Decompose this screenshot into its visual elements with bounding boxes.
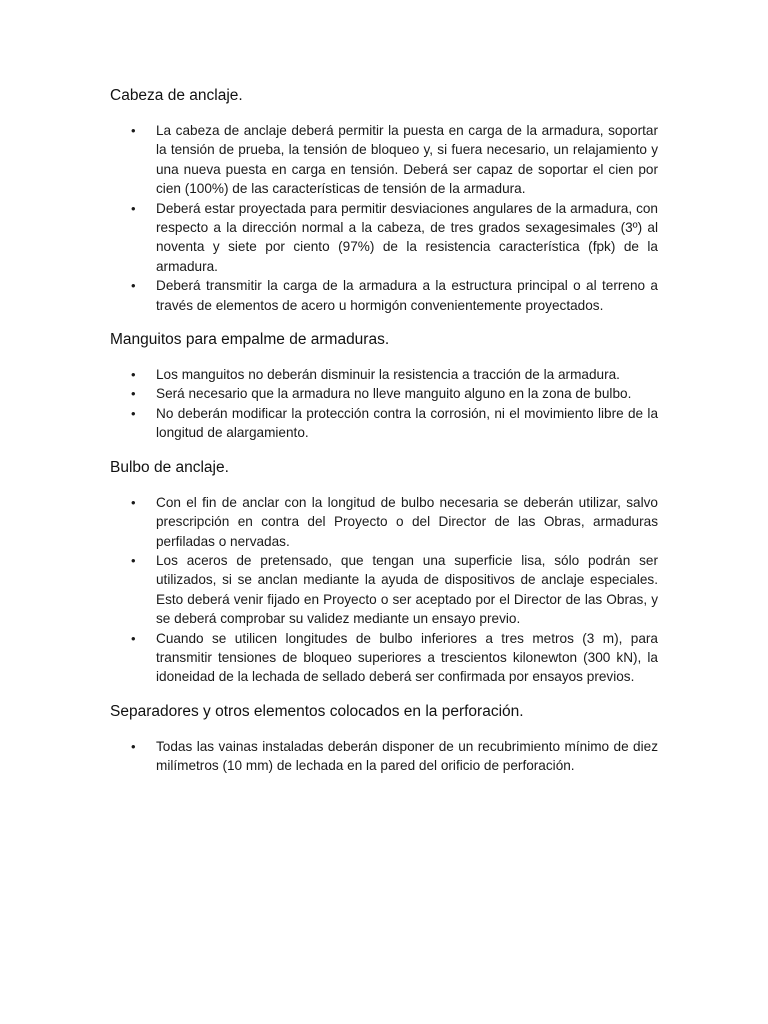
bullet-icon: • xyxy=(131,386,136,402)
bullet-icon: • xyxy=(131,123,136,138)
list-item xyxy=(110,365,658,384)
bullet-icon: • xyxy=(131,200,136,216)
list-item-text: La cabeza de anclaje deberá permitir la puesta en carga de la armadura, soportar la tensión de prueba, la tensión de bloqueo y, si fuera necesario, un relajamiento y una nueva puesta en carga en tensión. Deberá ser capaz de soportar el cien por cien (100%) de las características de tensión de la armadura. xyxy=(156,123,658,197)
section-bulbo-de-anclaje xyxy=(110,456,658,687)
list-item-text: Deberá estar proyectada para permitir desviaciones angulares de la armadura, con respecto a la dirección normal a la cabeza, de tres grados sexagesimales (3º) al noventa y siete por ciento (97%) de la resistencia característica (fpk) de la armadura. xyxy=(156,200,658,274)
bullet-list xyxy=(110,121,658,315)
bullet-icon: • xyxy=(131,405,136,421)
section-cabeza-de-anclaje xyxy=(110,84,658,315)
list-item-text: Deberá transmitir la carga de la armadura a la estructura principal o al terreno a través de elementos de acero u hormigón convenientemente proyectados. xyxy=(156,278,658,313)
bullet-icon: • xyxy=(131,494,136,510)
bullet-icon: • xyxy=(131,738,136,754)
bullet-icon: • xyxy=(131,367,136,383)
list-item-text: Cuando se utilicen longitudes de bulbo inferiores a tres metros (3 m), para transmitir tensiones de bloqueo superiores a trescientos kilonewton (300 kN), la idoneidad de la lechada de sellado deberá ser confirmada por ensayos previos. xyxy=(156,630,658,685)
list-item-text: Los aceros de pretensado, que tengan una superficie lisa, sólo podrán ser utilizados, si se anclan mediante la ayuda de dispositivos de anclaje especiales. Esto deberá venir fijado en Proyecto o ser aceptado por el Director de las Obras, y se deberá comprobar su validez mediante un ensayo previo. xyxy=(156,552,658,627)
bullet-list xyxy=(110,493,658,687)
list-item-text: Los manguitos no deberán disminuir la resistencia a tracción de la armadura. xyxy=(156,367,620,383)
list-item xyxy=(110,551,658,629)
bullet-list xyxy=(110,365,658,443)
bullet-icon: • xyxy=(131,278,136,294)
list-item xyxy=(110,493,658,551)
list-item xyxy=(110,629,658,687)
list-item xyxy=(110,404,658,443)
list-item xyxy=(110,199,658,277)
section-heading: Separadores y otros elementos colocados en la perforación. xyxy=(110,702,524,720)
section-heading: Cabeza de anclaje. xyxy=(110,87,243,104)
section-heading: Manguitos para empalme de armaduras. xyxy=(110,331,390,349)
list-item xyxy=(110,737,658,776)
list-item-text: Todas las vainas instaladas deberán disponer de un recubrimiento mínimo de diez milímetros (10 mm) de lechada en la pared del orificio de perforación. xyxy=(156,738,658,774)
list-item xyxy=(110,384,658,403)
list-item-text: Con el fin de anclar con la longitud de bulbo necesaria se deberán utilizar, salvo prescripción en contra del Proyecto o del Director de las Obras, armaduras perfiladas o nervadas. xyxy=(156,494,658,549)
section-manguitos xyxy=(110,328,658,443)
list-item xyxy=(110,121,658,199)
bullet-icon: • xyxy=(131,552,136,568)
list-item-text: No deberán modificar la protección contra la corrosión, ni el movimiento libre de la longitud de alargamiento. xyxy=(156,405,658,441)
document-page xyxy=(110,84,658,776)
bullet-icon: • xyxy=(131,630,136,646)
list-item-text: Será necesario que la armadura no lleve manguito alguno en la zona de bulbo. xyxy=(156,386,632,402)
bullet-list xyxy=(110,737,658,776)
section-heading: Bulbo de anclaje. xyxy=(110,458,229,476)
section-separadores xyxy=(110,700,658,776)
list-item xyxy=(110,276,658,315)
